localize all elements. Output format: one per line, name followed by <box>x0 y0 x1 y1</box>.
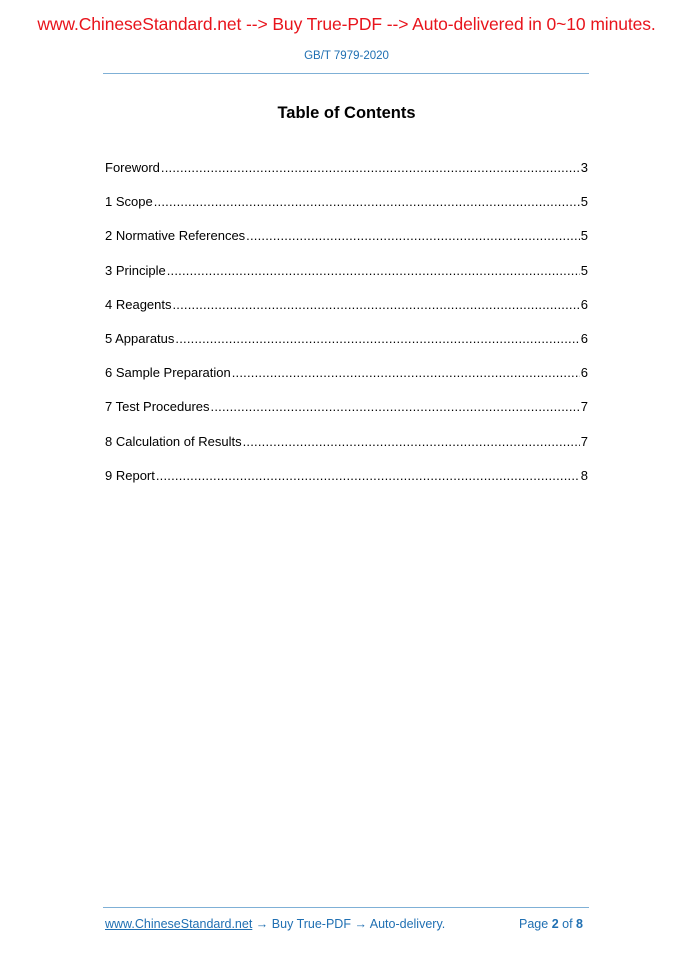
toc-entry-label: 2 Normative References <box>105 228 246 244</box>
toc-entry-page: 6 <box>580 330 588 346</box>
footer-promo <box>105 917 445 931</box>
page-footer <box>105 917 585 933</box>
toc-entry-page: 6 <box>580 296 588 312</box>
toc-entry-page: 5 <box>580 194 588 210</box>
toc-entry-page: 6 <box>580 365 588 381</box>
toc-leader-dots <box>161 160 580 175</box>
toc-leader-dots <box>167 263 580 278</box>
standard-code-header: GB/T 7979-2020 <box>304 50 389 62</box>
toc-entry-page: 8 <box>580 467 588 483</box>
footer-divider <box>103 907 589 908</box>
toc-leader-dots <box>232 365 580 380</box>
toc-entry[interactable] <box>105 399 588 433</box>
toc-entry-label: 6 Sample Preparation <box>105 365 231 381</box>
toc-leader-dots <box>243 434 580 449</box>
toc-entry-page: 5 <box>580 262 588 278</box>
toc-entry[interactable] <box>105 434 588 468</box>
toc-entry-label: 4 Reagents <box>105 296 172 312</box>
page-current: 2 <box>551 917 559 931</box>
toc-leader-dots <box>211 399 580 414</box>
toc-entry[interactable] <box>105 468 588 502</box>
page-of-label: of <box>562 917 573 931</box>
toc-entry-label: 1 Scope <box>105 194 153 210</box>
footer-site-link[interactable]: www.ChineseStandard.net <box>105 917 253 931</box>
toc-entry[interactable] <box>105 331 588 365</box>
toc-leader-dots <box>173 297 580 312</box>
promo-banner[interactable]: www.ChineseStandard.net --> Buy True-PDF --> Auto-delivered in 0~10 minutes. <box>37 14 656 34</box>
page-total: 8 <box>576 917 583 931</box>
toc-entry-page: 7 <box>580 399 588 415</box>
toc-entry-label: 5 Apparatus <box>105 330 175 346</box>
toc-entry-label: 3 Principle <box>105 262 166 278</box>
toc-leader-dots <box>154 194 580 209</box>
toc-entry-page: 3 <box>580 160 588 175</box>
toc-leader-dots <box>156 468 580 483</box>
toc-entry[interactable] <box>105 160 588 194</box>
toc-entry[interactable] <box>105 194 588 228</box>
page-label: Page <box>519 917 549 931</box>
toc-entry-label: 7 Test Procedures <box>105 399 210 415</box>
header-divider <box>103 73 589 74</box>
arrow-right-icon: → <box>255 917 269 931</box>
toc-entry-label: 8 Calculation of Results <box>105 433 242 449</box>
toc-entry-page: 7 <box>580 433 588 449</box>
footer-buy-text: Buy True-PDF <box>271 917 351 931</box>
page-indicator <box>519 917 583 931</box>
toc-entry-label: Foreword <box>105 160 160 175</box>
toc-leader-dots <box>246 228 580 243</box>
toc-leader-dots <box>175 331 579 346</box>
toc-entry[interactable] <box>105 365 588 399</box>
toc-entry[interactable] <box>105 263 588 297</box>
table-of-contents <box>105 160 588 502</box>
toc-entry-page: 5 <box>580 228 588 244</box>
arrow-right-icon: → <box>354 917 367 931</box>
footer-delivery-text: Auto-delivery. <box>369 917 446 931</box>
toc-entry[interactable] <box>105 228 588 262</box>
toc-entry-label: 9 Report <box>105 467 155 483</box>
page-title: Table of Contents <box>277 104 416 122</box>
toc-entry[interactable] <box>105 297 588 331</box>
